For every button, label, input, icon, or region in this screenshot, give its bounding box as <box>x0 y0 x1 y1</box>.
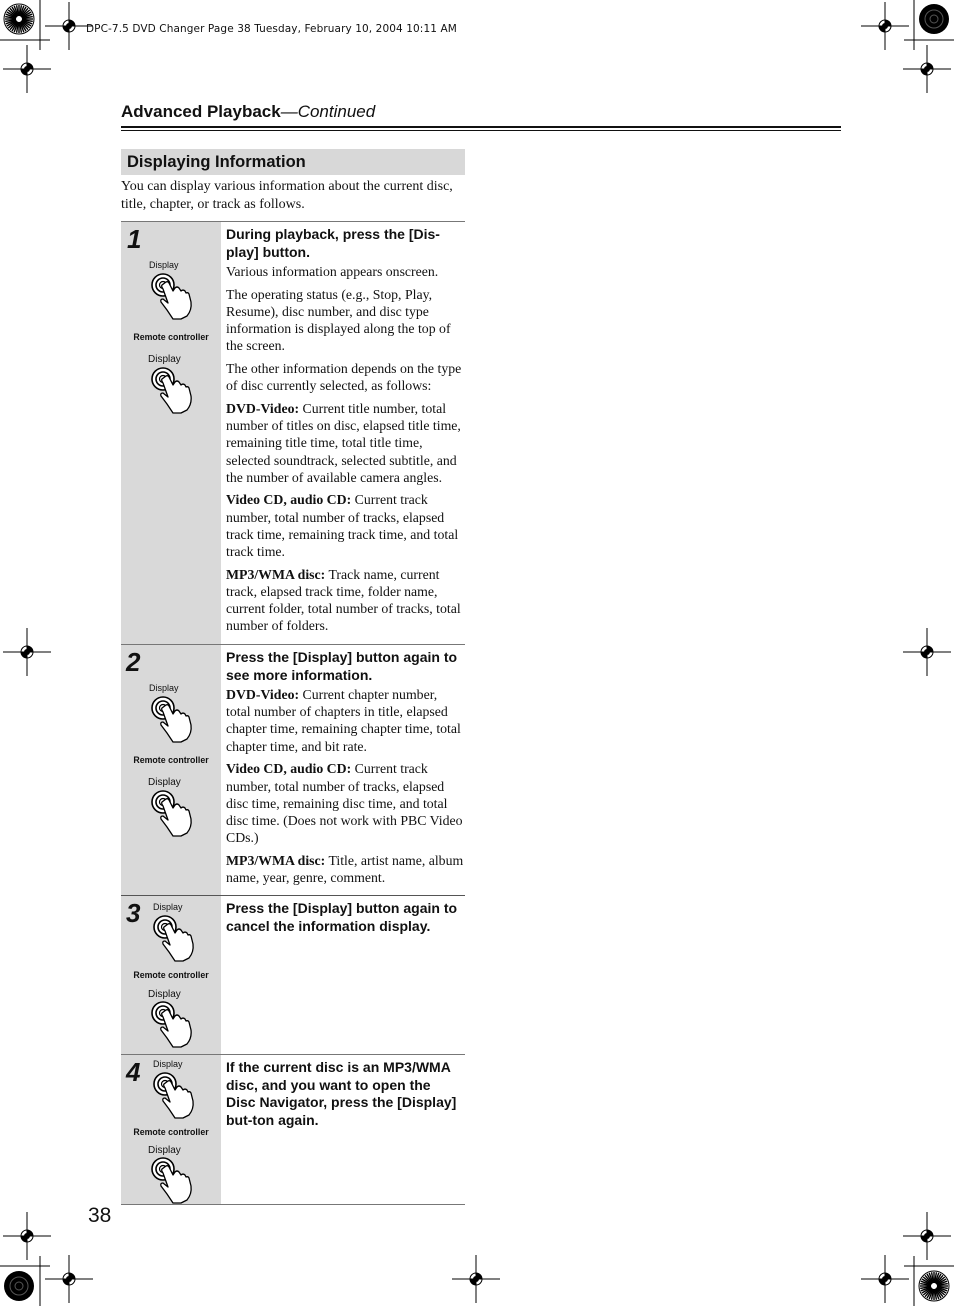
display-button-hand-icon <box>151 789 195 842</box>
paragraph-text: Current title number, total number of titles on disc, elapsed title time, remaining title time, total title time, selected soundtrack, selected subtitle, and the number of available camera angles. <box>226 400 461 485</box>
step-heading: If the current disc is an MP3/WMA disc, and you want to open the Disc Navigator, press the [Display] but-ton again. <box>226 1059 457 1128</box>
display-button-hand-icon <box>151 1000 195 1053</box>
paragraph-text: Current track number, total number of tracks, elapsed disc time, remaining disc time, and total disc time. (Does not work with PBC Video CDs.) <box>226 761 463 846</box>
paragraph-lead: MP3/WMA disc: <box>226 852 326 868</box>
paragraph-text: Current track number, total number of tracks, elapsed track time, remaining track time, and total track time. <box>226 492 459 560</box>
starburst-target-icon <box>3 3 35 35</box>
step-1-text <box>226 226 464 640</box>
remote-controller-label: Remote controller <box>133 970 209 980</box>
step-2-sidebar <box>121 645 221 895</box>
step-paragraphs <box>226 263 464 635</box>
step-paragraph <box>226 360 464 394</box>
step-number: 2 <box>126 647 141 677</box>
display-button-hand-icon <box>151 695 195 748</box>
display-label: Display <box>149 260 179 270</box>
display-button-hand-icon <box>153 914 197 967</box>
step-number: 4 <box>126 1057 141 1087</box>
display-button-hand-icon <box>151 272 195 325</box>
starburst-target-icon <box>3 1270 35 1302</box>
header-rule <box>121 126 841 128</box>
starburst-target-icon <box>918 1270 950 1302</box>
step-paragraph <box>226 852 464 886</box>
section-intro: You can display various information about the current disc, title, chapter, or track as follows. <box>121 179 453 212</box>
step-number: 3 <box>126 898 141 928</box>
display-button-hand-icon <box>153 1071 197 1124</box>
paragraph-lead: DVD-Video: <box>226 687 300 702</box>
paragraph-lead: Video CD, audio CD: <box>226 492 352 508</box>
header-title: Advanced Playback <box>121 102 281 121</box>
paragraph-text: The operating status (e.g., Stop, Play, Resume), disc number, and disc type information is displayed along the top of the screen. <box>226 286 451 354</box>
step-paragraphs <box>226 686 464 886</box>
registration-crosshair-icon <box>44 1254 94 1304</box>
paragraph-lead: Video CD, audio CD: <box>226 761 352 777</box>
paragraph-lead: DVD-Video: <box>226 400 300 416</box>
display-label: Display <box>148 354 181 365</box>
display-label: Display <box>148 1145 181 1156</box>
step-heading: Press the [Display] button again to see more information. <box>226 649 458 683</box>
paragraph-text: The other information depends on the type of disc currently selected, as follows: <box>226 361 462 394</box>
display-label: Display <box>153 1059 183 1069</box>
display-button-hand-icon <box>151 1156 195 1209</box>
step-paragraph <box>226 263 464 280</box>
step-heading: Press the [Display] button again to cancel the information display. <box>226 900 458 934</box>
display-label: Display <box>148 777 181 788</box>
paragraph-lead: MP3/WMA disc: <box>226 566 326 582</box>
paragraph-text: Current chapter number, total number of chapters in title, elapsed chapter time, remaining chapter time, total chapter time, and bit rate. <box>226 687 461 754</box>
print-info-line: DPC-7.5 DVD Changer Page 38 Tuesday, February 10, 2004 10:11 AM <box>86 23 457 35</box>
display-label: Display <box>148 989 181 1000</box>
registration-crosshair-icon <box>902 627 952 677</box>
step-paragraph <box>226 286 464 355</box>
step-paragraph <box>226 491 464 560</box>
step-paragraph <box>226 686 464 755</box>
step-number: 1 <box>127 224 142 254</box>
paragraph-text: Title, artist name, album name, year, genre, comment. <box>226 852 464 886</box>
step-heading: During playback, press the [Dis-play] button. <box>226 226 440 260</box>
step-3-sidebar <box>121 896 221 1054</box>
registration-crosshair-icon <box>2 627 52 677</box>
registration-crosshair-icon <box>2 44 52 94</box>
registration-crosshair-icon <box>860 1254 910 1304</box>
registration-crosshair-icon <box>902 44 952 94</box>
step-4-sidebar <box>121 1055 221 1204</box>
remote-controller-label: Remote controller <box>133 332 209 342</box>
display-button-hand-icon <box>151 366 195 419</box>
remote-controller-label: Remote controller <box>133 755 209 765</box>
step-paragraph <box>226 566 464 635</box>
section-title: Displaying Information <box>121 149 465 175</box>
header-rule <box>121 130 841 131</box>
page-number: 38 <box>88 1204 112 1227</box>
starburst-target-icon <box>918 3 950 35</box>
table-bottom-rule <box>121 1204 465 1205</box>
remote-controller-label: Remote controller <box>133 1127 209 1137</box>
display-label: Display <box>149 683 179 693</box>
step-3-text <box>226 900 464 937</box>
page-header <box>121 102 375 122</box>
step-paragraph <box>226 400 464 486</box>
paragraph-text: Track name, current track, elapsed track time, folder name, current folder, total number of tracks, total number of folders. <box>226 566 461 634</box>
step-paragraph <box>226 760 464 846</box>
step-2-text <box>226 649 464 892</box>
step-1-sidebar <box>121 222 221 644</box>
display-label: Display <box>153 902 183 912</box>
registration-crosshair-icon <box>451 1254 501 1304</box>
step-4-text <box>226 1059 464 1131</box>
header-continued: —Continued <box>280 102 376 121</box>
paragraph-text: Various information appears onscreen. <box>226 264 439 279</box>
